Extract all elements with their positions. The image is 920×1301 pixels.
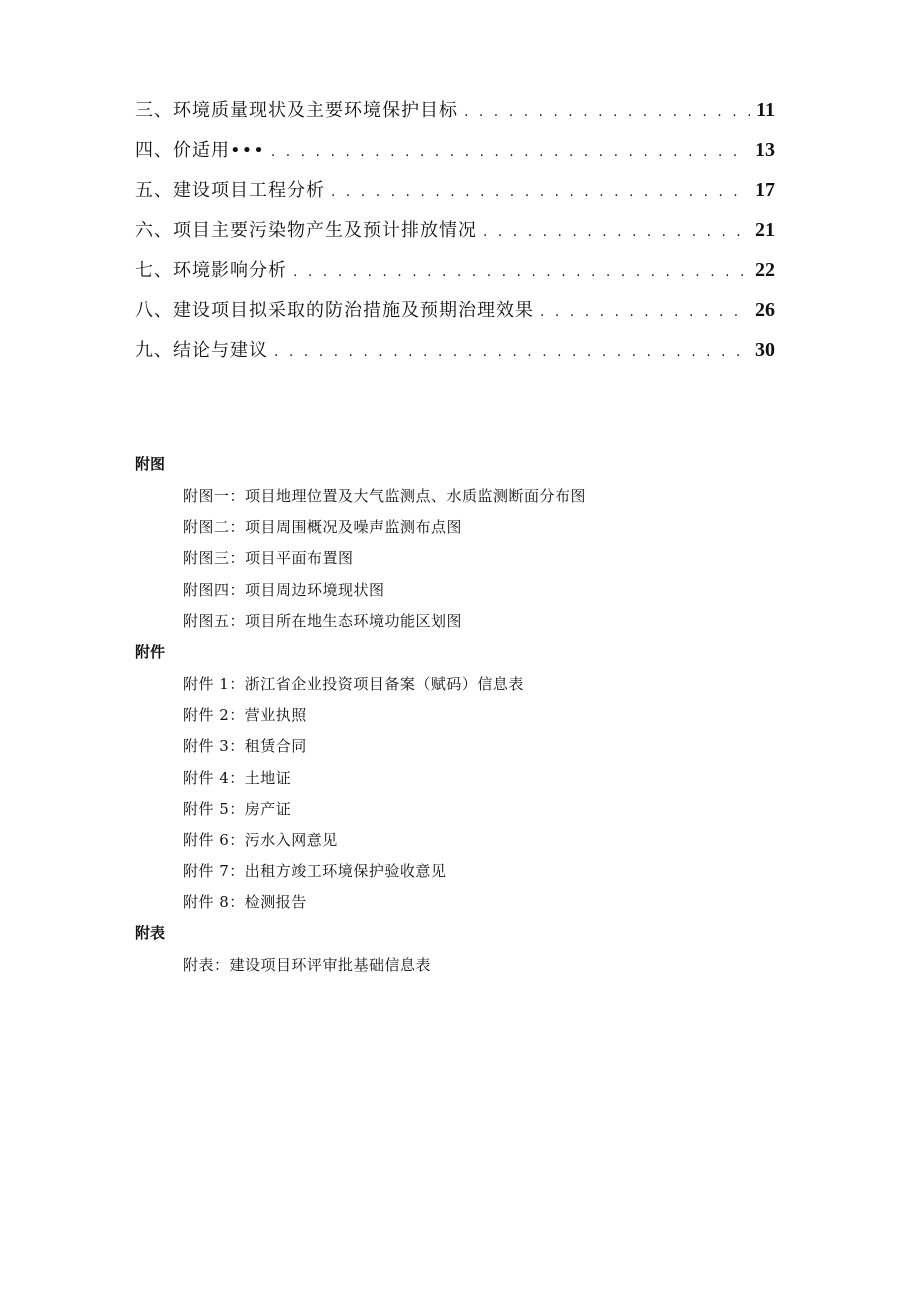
table-item: 附表：建设项目环评审批基础信息表 [183, 956, 432, 975]
toc-entry[interactable] [135, 336, 775, 376]
tables-heading: 附表 [135, 924, 166, 943]
toc-entry-title: 五、建设项目工程分析 [135, 180, 325, 201]
toc-entry-page: 30 [755, 339, 775, 361]
toc-leader-dots [464, 98, 750, 126]
toc-entry-page: 13 [755, 139, 775, 161]
attachment-item: 附件 8：检测报告 [183, 893, 307, 912]
toc-leader-dots [293, 258, 749, 286]
toc-entry-title: 八、建设项目拟采取的防治措施及预期治理效果 [135, 300, 534, 321]
toc-entry-title: 七、环境影响分析 [135, 260, 287, 281]
attachment-item: 附件 4：土地证 [183, 768, 292, 787]
attachment-item: 附件 1：浙江省企业投资项目备案（赋码）信息表 [183, 674, 524, 693]
toc-leader-dots [483, 218, 749, 246]
attachment-item: 附件 7：出租方竣工环境保护验收意见 [183, 862, 447, 881]
toc-leader-dots [331, 178, 749, 206]
table-of-contents [135, 96, 775, 376]
figure-item: 附图二：项目周围概况及噪声监测布点图 [183, 518, 463, 537]
toc-leader-dots [271, 138, 749, 166]
attachment-item: 附件 3：租赁合同 [183, 737, 307, 756]
toc-leader-dots [274, 338, 749, 366]
toc-entry-title: 三、环境质量现状及主要环境保护目标 [135, 100, 458, 121]
toc-entry[interactable] [135, 96, 775, 136]
figures-heading: 附图 [135, 455, 166, 473]
figure-item: 附图一：项目地理位置及大气监测点、水质监测断面分布图 [183, 487, 587, 505]
toc-entry[interactable] [135, 296, 775, 336]
toc-entry-page: 21 [755, 219, 775, 241]
appendix-list [135, 450, 835, 983]
toc-entry[interactable] [135, 176, 775, 216]
figure-item: 附图四：项目周边环境现状图 [183, 580, 385, 599]
attachment-item: 附件 5：房产证 [183, 799, 292, 818]
attachment-item: 附件 2：营业执照 [183, 706, 307, 725]
toc-entry[interactable] [135, 256, 775, 296]
toc-entry-title: 九、结论与建议 [135, 340, 268, 361]
toc-leader-dots [540, 298, 749, 326]
toc-entry[interactable] [135, 216, 775, 256]
toc-entry-page: 22 [755, 259, 775, 281]
figure-item: 附图三：项目平面布置图 [183, 549, 354, 568]
attachment-item: 附件 6：污水入网意见 [183, 830, 338, 849]
toc-entry-page: 26 [755, 299, 775, 321]
attachments-heading: 附件 [135, 642, 166, 661]
toc-entry-page: 17 [755, 179, 775, 201]
toc-entry-page: 11 [756, 99, 775, 121]
figure-item: 附图五：项目所在地生态环境功能区划图 [183, 611, 463, 630]
toc-entry-title: 四、价适用••• [135, 140, 265, 161]
toc-entry-title: 六、项目主要污染物产生及预计排放情况 [135, 220, 477, 241]
toc-entry[interactable] [135, 136, 775, 176]
